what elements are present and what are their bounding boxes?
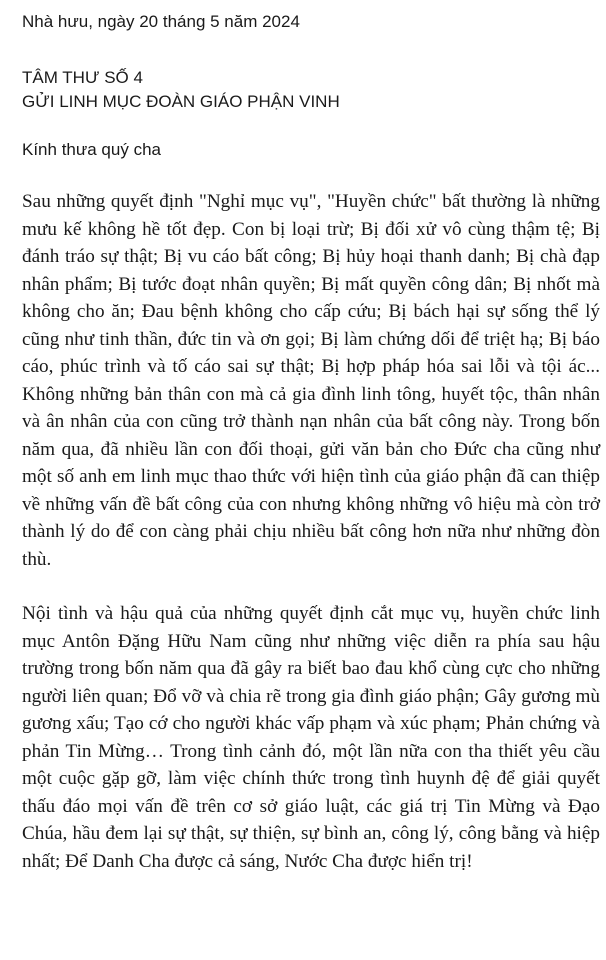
date-line: Nhà hưu, ngày 20 tháng 5 năm 2024 <box>22 12 300 31</box>
title-line-1: TÂM THƯ SỐ 4 <box>22 68 143 87</box>
title-line-2: GỬI LINH MỤC ĐOÀN GIÁO PHẬN VINH <box>22 92 340 111</box>
greeting: Kính thưa quý cha <box>22 140 161 159</box>
letter-title <box>22 66 600 114</box>
paragraph-2: Nội tình và hậu quả của những quyết định cắt mục vụ, huyền chức linh mục Antôn Đặng Hữu Nam cũng như những việc diễn ra phía sau hậu trường trong bốn năm qua đã gây ra biết bao đau khổ cùng cực cho những người liên quan; Đổ vỡ và chia rẽ trong gia đình giáo phận; Gây gương mù gương xấu; Tạo cớ cho người khác vấp phạm và xúc phạm; Phản chứng và phản Tin Mừng… Trong tình cảnh đó, một lần nữa con tha thiết yêu cầu một cuộc gặp gỡ, làm việc chính thức trong tình huynh đệ để giải quyết thấu đáo mọi vấn đề trên cơ sở giáo luật, các giá trị Tin Mừng và Đạo Chúa, hầu đem lại sự thật, sự thiện, sự bình an, công lý, công bằng và hiệp nhất; Để Danh Cha được cả sáng, Nước Cha được hiển trị! <box>22 603 600 872</box>
paragraph-1: Sau những quyết định "Nghỉ mục vụ", "Huyền chức" bất thường là những mưu kế không hề tốt đẹp. Con bị loại trừ; Bị đối xử vô cùng thậm tệ; Bị đánh tráo sự thật; Bị vu cáo bất công; Bị hủy hoại thanh danh; Bị chà đạp nhân phẩm; Bị tước đoạt nhân quyền; Bị mất quyền công dân; Bị nhốt mà không cho ăn; Đau bệnh không cho cấp cứu; Bị bách hại sự sống thể lý cũng như tinh thần, đức tin và ơn gọi; Bị làm chứng dối để triệt hạ; Bị báo cáo, phúc trình và tố cáo sai sự thật; Bị hợp pháp hóa sai lỗi và tội ác... Không những bản thân con mà cả gia đình linh tông, huyết tộc, thân nhân và ân nhân của con cũng trở thành nạn nhân của bất công này. Trong bốn năm qua, đã nhiều lần con đối thoại, gửi văn bản cho Đức cha cũng như một số anh em linh mục thao thức với hiện tình của giáo phận đã can thiệp về những vấn đề bất công của con nhưng không những vô hiệu mà còn trở thành lý do để con càng phải chịu nhiều bất công hơn nữa như những đòn thù. <box>22 191 600 570</box>
